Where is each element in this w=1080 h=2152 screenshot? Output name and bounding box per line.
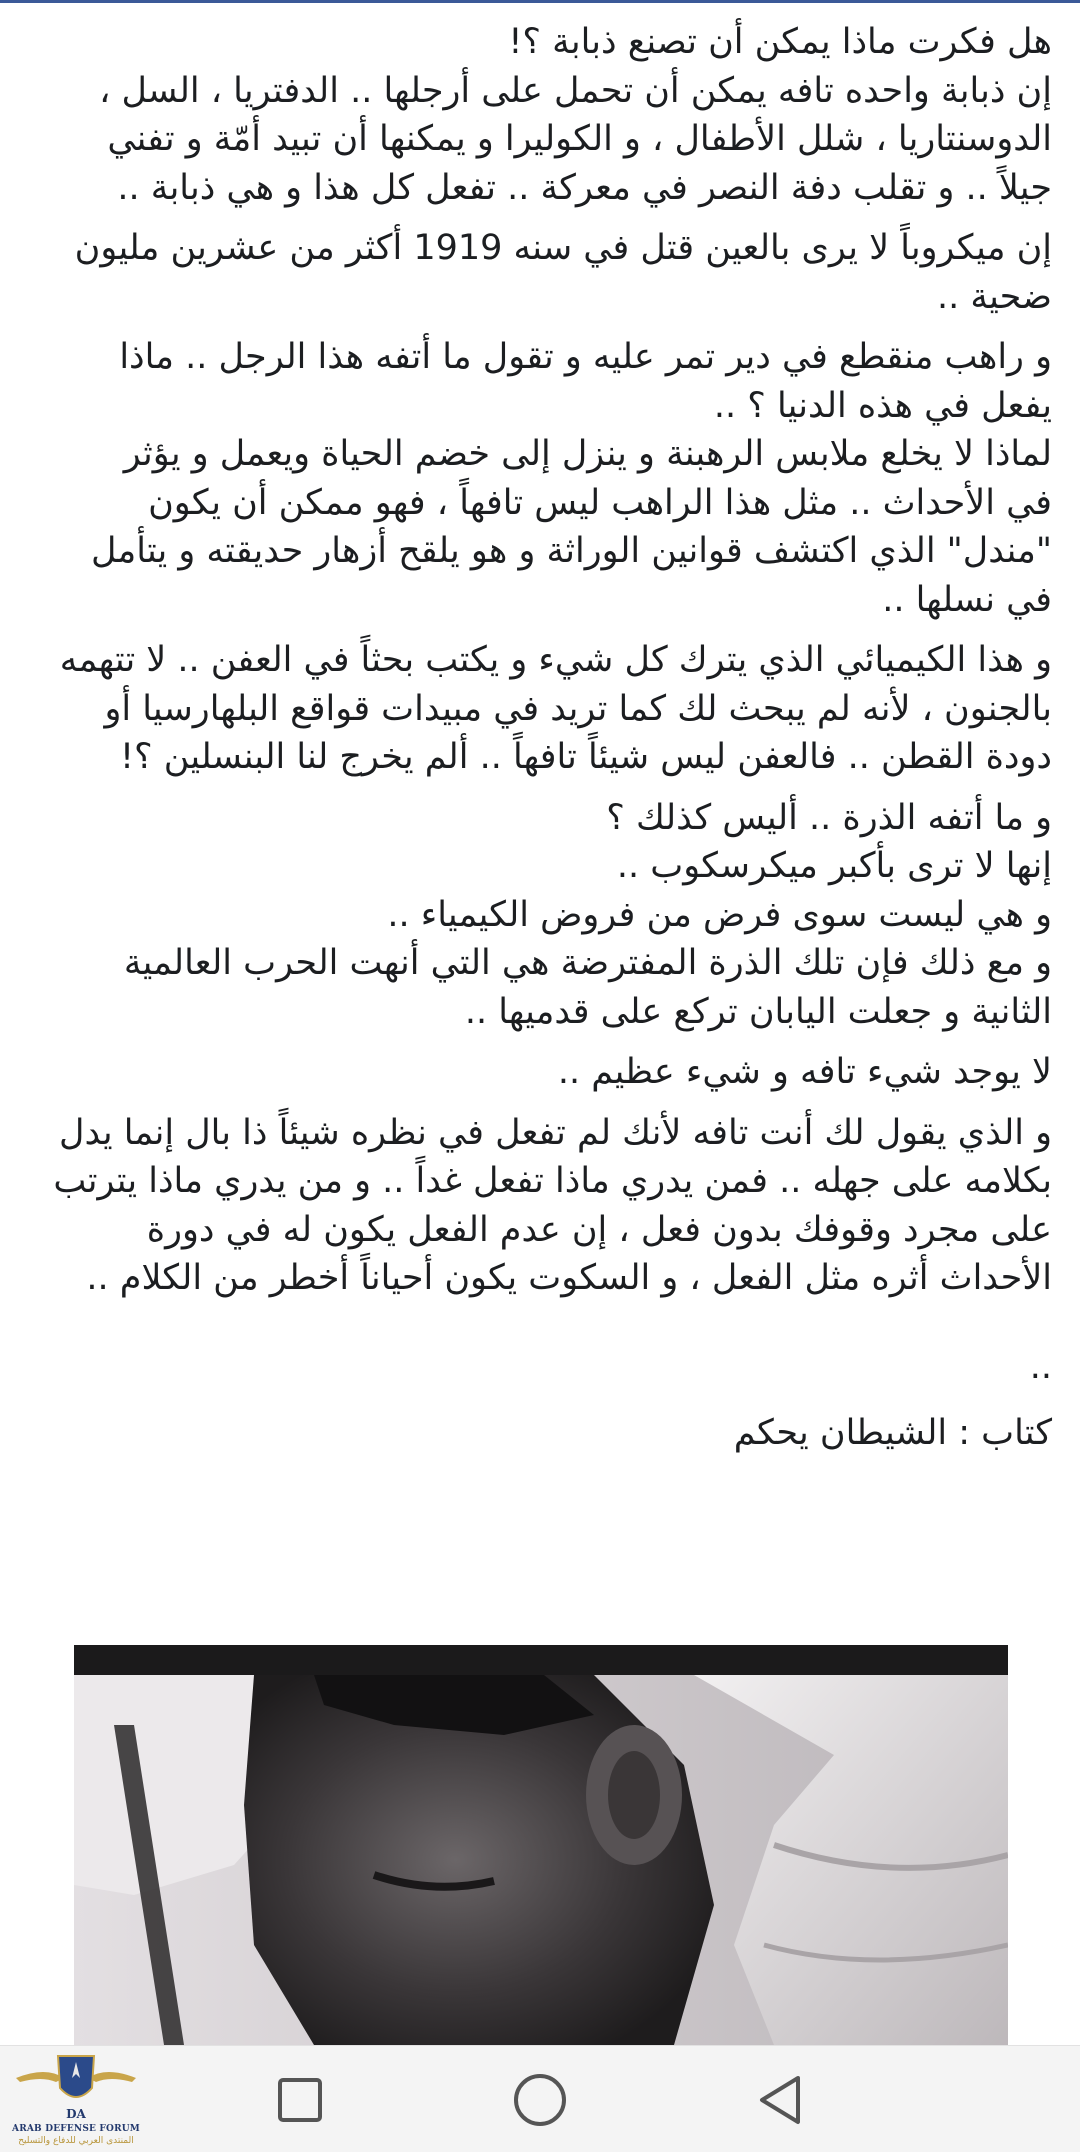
logo-initials: DA xyxy=(66,2107,86,2121)
home-button[interactable] xyxy=(508,2068,572,2132)
top-accent-line xyxy=(0,0,1080,3)
text-line: لا يوجد شيء تافه و شيء عظيم .. xyxy=(557,1052,1052,1092)
text-line: و راهب منقطع في دير تمر عليه و تقول ما أتفه هذا الرجل .. ماذا xyxy=(119,337,1052,377)
text-line: و مع ذلك فإن تلك الذرة المفترضة هي التي أنهت الحرب العالمية xyxy=(123,943,1052,983)
text-line: الأحداث أثره مثل الفعل ، و السكوت يكون أحياناً أخطر من الكلام .. xyxy=(86,1258,1052,1298)
text-line: على مجرد وقوفك بدون فعل ، إن عدم الفعل يكون له في دورة xyxy=(146,1209,1052,1250)
circle-icon xyxy=(512,2072,568,2128)
paragraph-monk xyxy=(24,333,1052,624)
book-source: كتاب : الشيطان يحكم xyxy=(733,1413,1052,1453)
text-line: ضحية .. xyxy=(936,276,1052,317)
post-body xyxy=(24,18,1052,1458)
photo-illustration xyxy=(74,1645,1008,2045)
text-line: يفعل في هذه الدنيا ؟ .. xyxy=(713,385,1052,426)
paragraph-atom xyxy=(24,794,1052,1037)
text-line: و هي ليست سوى فرض من فروض الكيمياء .. xyxy=(387,894,1052,935)
watermark-name: ARAB DEFENSE FORUM xyxy=(12,2124,140,2134)
text-line: و هذا الكيميائي الذي يترك كل شيء و يكتب بحثاً في العفن .. لا تتهمه xyxy=(59,640,1052,680)
forum-watermark xyxy=(6,2048,146,2150)
text-line: إن ميكروباً لا يرى بالعين قتل في سنه 1919 أكثر من عشرين مليون xyxy=(74,228,1052,268)
android-navigation-bar xyxy=(0,2045,1080,2152)
text-line: بالجنون ، لأنه لم يبحث لك كما تريد في مبيدات قواقع البلهارسيا أو xyxy=(104,688,1052,729)
text-line: و الذي يقول لك أنت تافه لأنك لم تفعل في نظره شيئاً ذا بال إنما يدل xyxy=(59,1112,1052,1153)
text-line: الدوسنتاريا ، شلل الأطفال ، و الكوليرا و يمكنها أن تبيد أمّة و تفني xyxy=(107,119,1052,159)
watermark-arabic: المنتدى العربي للدفاع والتسليح xyxy=(18,2136,134,2146)
text-line: في نسلها .. xyxy=(882,579,1052,620)
text-line: دودة القطن .. فالعفن ليس شيئاً تافهاً .. ألم يخرج لنا البنسلين ؟! xyxy=(120,737,1052,777)
text-line: لماذا لا يخلع ملابس الرهبنة و ينزل إلى خضم الحياة ويعمل و يؤثر xyxy=(123,434,1052,474)
recents-button[interactable] xyxy=(268,2068,332,2132)
paragraph-microbe xyxy=(24,224,1052,321)
text-line: و ما أتفه الذرة .. أليس كذلك ؟ xyxy=(606,797,1052,838)
text-line: في الأحداث .. مثل هذا الراهب ليس تافهاً ، فهو ممكن أن يكون xyxy=(148,482,1052,523)
text-line: بكلامه على جهله .. فمن يدري ماذا تفعل غداً .. و من يدري ماذا يترتب xyxy=(53,1161,1052,1201)
post-photo[interactable] xyxy=(74,1645,1008,2045)
triangle-back-icon xyxy=(754,2072,806,2128)
paragraph-nothing-trivial xyxy=(24,1048,1052,1097)
paragraph-fly xyxy=(24,18,1052,212)
paragraph-chemist xyxy=(24,636,1052,782)
text-line: هل فكرت ماذا يمكن أن تصنع ذبابة ؟! xyxy=(508,22,1052,62)
text-line: إنها لا ترى بأكبر ميكرسكوب .. xyxy=(616,846,1052,886)
paragraph-who-says xyxy=(24,1109,1052,1303)
square-icon xyxy=(276,2076,324,2124)
trailing-ellipsis: .. xyxy=(1029,1346,1052,1387)
text-line: جيلاً .. و تقلب دفة النصر في معركة .. تفعل كل هذا و هي ذبابة .. xyxy=(117,167,1052,208)
text-line: الثانية و جعلت اليابان تركع على قدميها .. xyxy=(464,991,1052,1032)
text-line: "مندل" الذي اكتشف قوانين الوراثة و هو يلقح أزهار حديقته و يتأمل xyxy=(91,531,1052,571)
shield-logo-icon xyxy=(6,2048,146,2124)
text-line: إن ذبابة واحده تافه يمكن أن تحمل على أرجلها .. الدفتريا ، السل ، xyxy=(99,70,1052,111)
back-button[interactable] xyxy=(748,2068,812,2132)
